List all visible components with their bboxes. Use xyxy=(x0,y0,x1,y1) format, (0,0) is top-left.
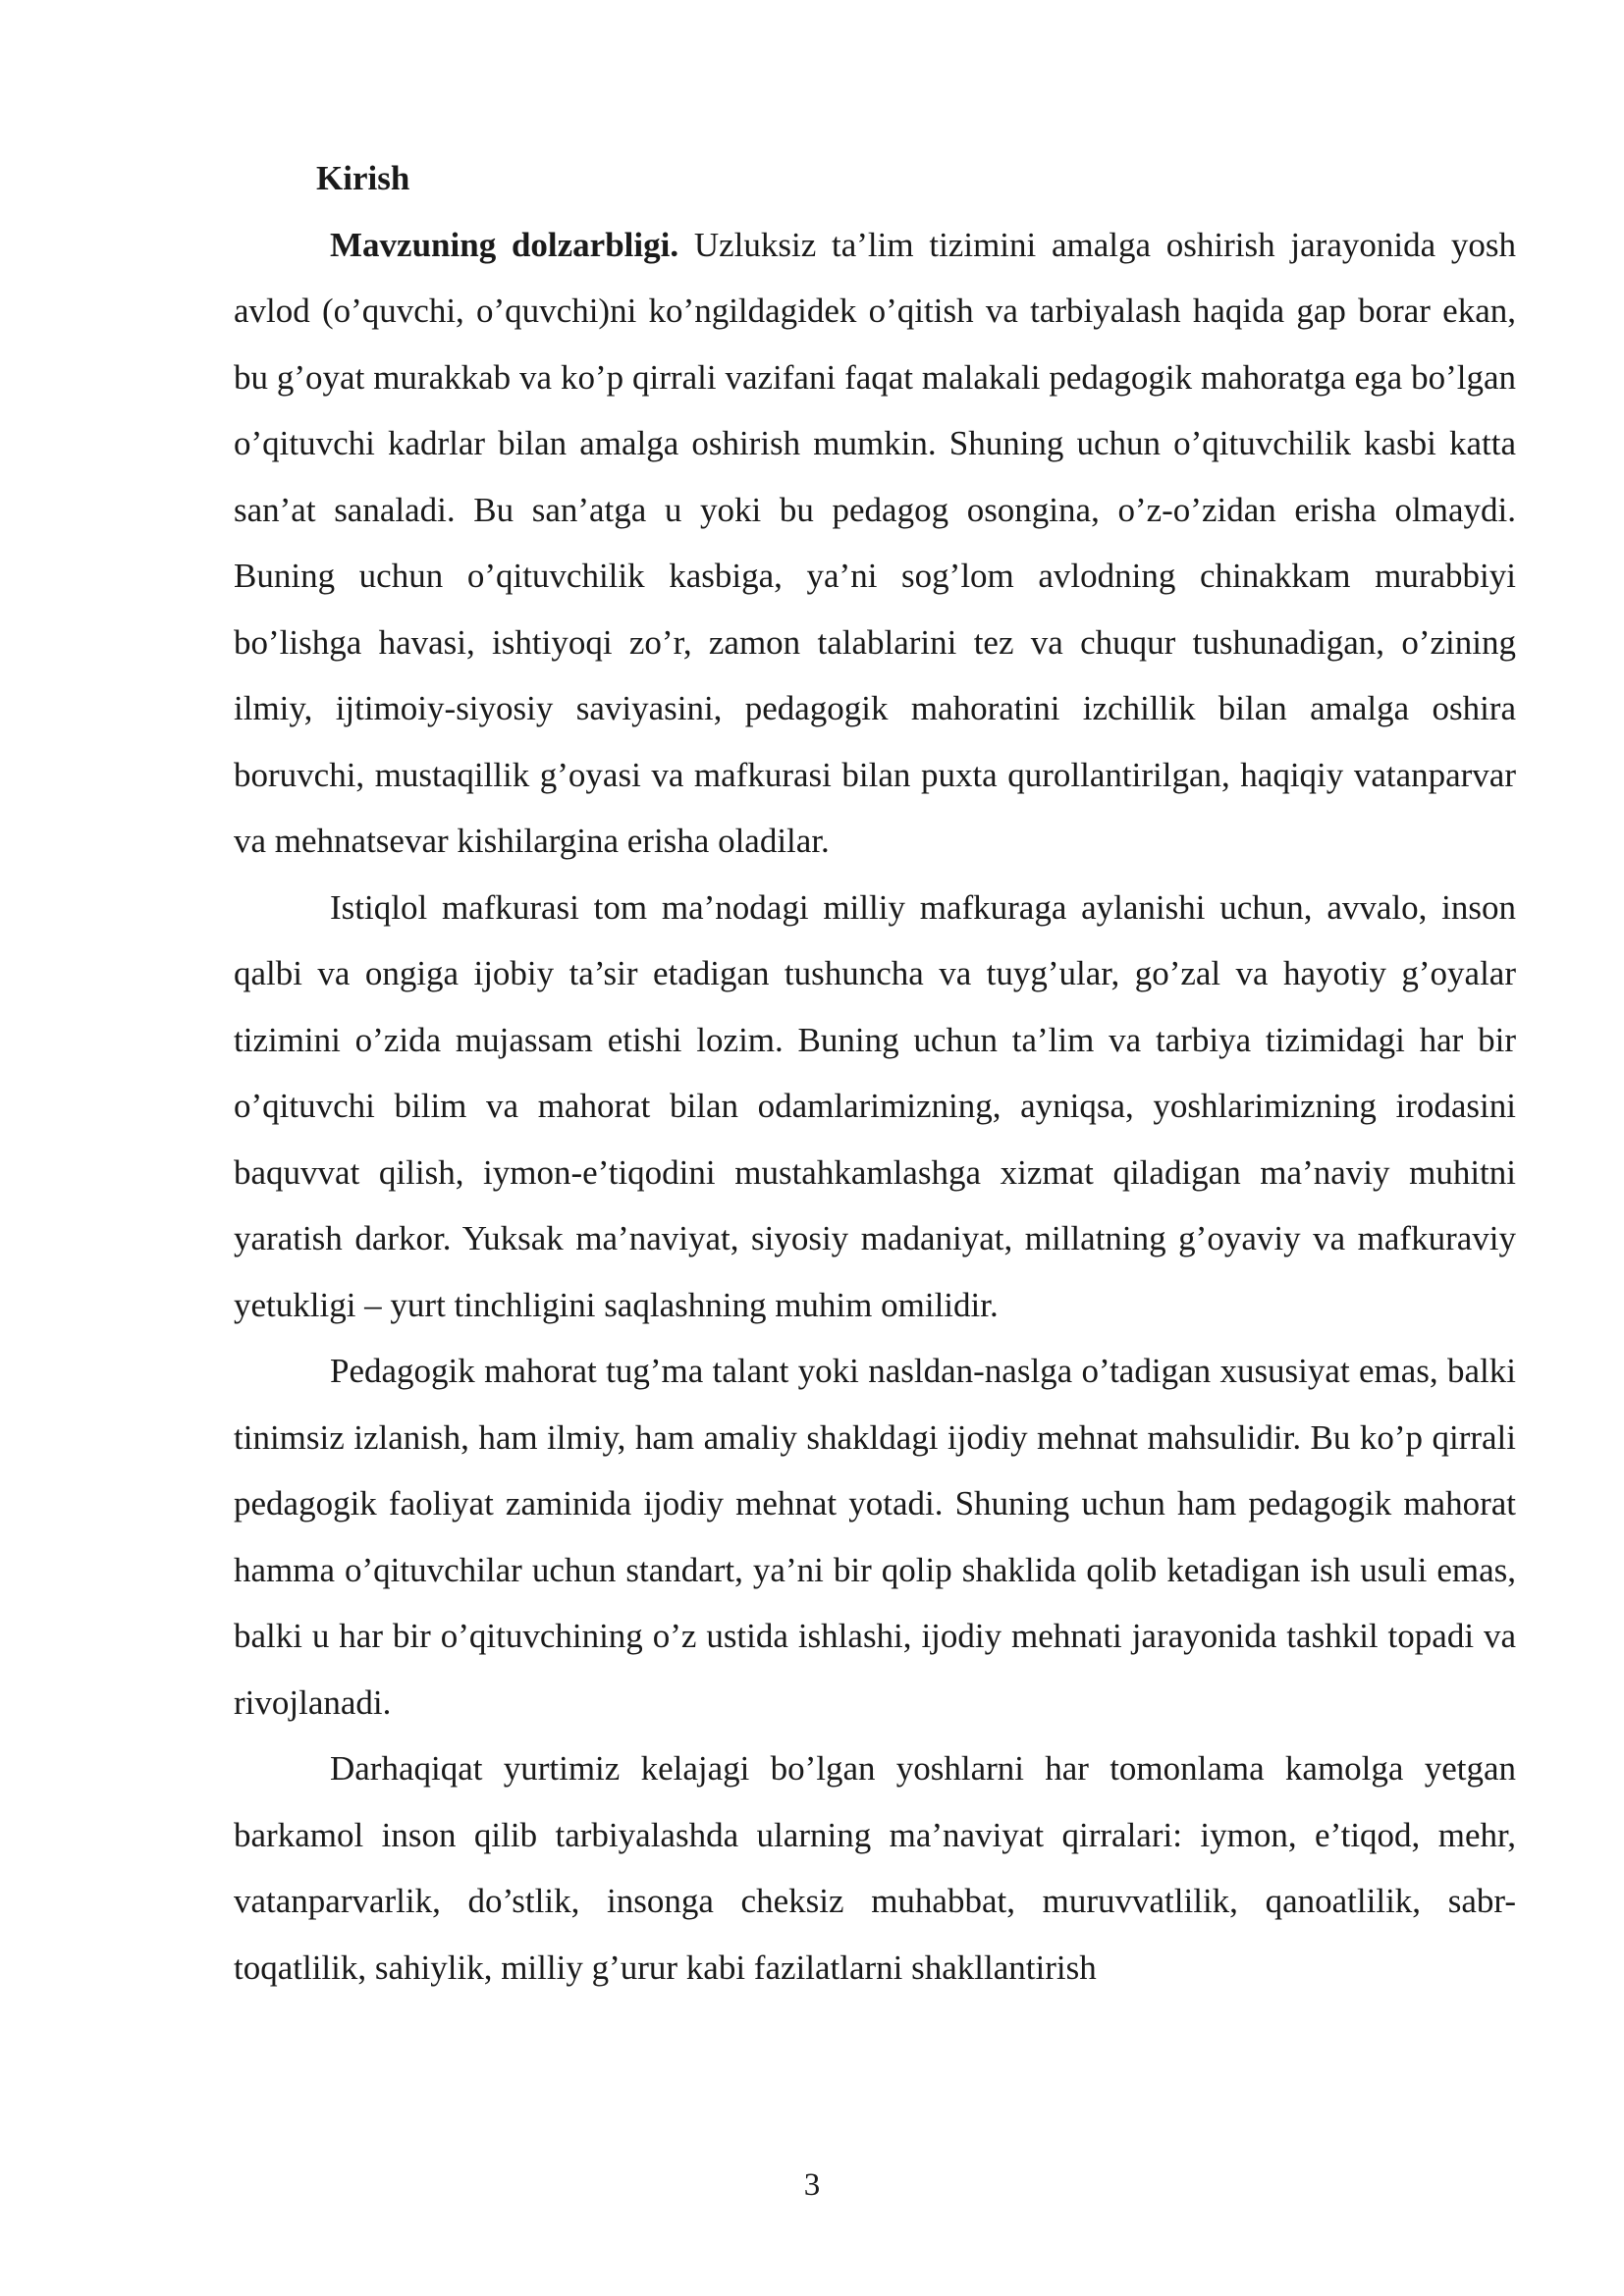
paragraph-4: Darhaqiqat yurtimiz kelajagi bo’lgan yoshlarni har tomonlama kamolga yetgan barkamol inson qilib tarbiyalashda ularning ma’naviyat qirralari: iymon, e’tiqod, mehr, vatanparvarlik, do’stlik, insonga cheksiz muhabbat, muruvvatlilik, qanoatlilik, sabr-toqatlilik, sahiylik, milliy g’urur kabi fazilatlarni shakllantirish xyxy=(234,1749,1516,1987)
section-heading: Kirish xyxy=(316,159,410,197)
paragraph-3: Pedagogik mahorat tug’ma talant yoki nasldan-naslga o’tadigan xususiyat emas, balki tinimsiz izlanish, ham ilmiy, ham amaliy shakldagi ijodiy mehnat mahsulidir. Bu ko’p qirrali pedagogik faoliyat zaminida ijodiy mehnat yotadi. Shuning uchun ham pedagogik mahorat hamma o’qituvchilar uchun standart, ya’ni bir qolip shaklida qolib ketadigan ish usuli emas, balki u har bir o’qituvchining o’z ustida ishlashi, ijodiy mehnati jarayonida tashkil topadi va rivojlanadi. xyxy=(234,1352,1516,1722)
paragraph-1-text: Uzluksiz ta’lim tizimini amalga oshirish jarayonida yosh avlod (o’quvchi, o’quvchi)ni ko’ngildagidek o’qitish va tarbiyalash haqida gap borar ekan, bu g’oyat murakkab va ko’p qirrali vazifani faqat malakali pedagogik mahoratga ega bo’lgan o’qituvchi kadrlar bilan amalga oshirish mumkin. Shuning uchun o’qituvchilik kasbi katta san’at sanaladi. Bu san’atga u yoki bu pedagog osongina, o’z-o’zidan erisha olmaydi. Buning uchun o’qituvchilik kasbiga, ya’ni sog’lom avlodning chinakkam murabbiyi bo’lishga havasi, ishtiyoqi zo’r, zamon talablarini tez va chuqur tushunadigan, o’zining ilmiy, ijtimoiy-siyosiy saviyasini, pedagogik mahoratini izchillik bilan amalga oshira boruvchi, mustaqillik g’oyasi va mafkurasi bilan puxta qurollantirilgan, haqiqiy vatanparvar va mehnatsevar kishilargina erisha oladilar. xyxy=(234,225,1516,860)
page-body xyxy=(234,145,1516,2001)
paragraph-2: Istiqlol mafkurasi tom ma’nodagi milliy mafkuraga aylanishi uchun, avvalo, inson qalbi va ongiga ijobiy ta’sir etadigan tushuncha va tuyg’ular, go’zal va hayotiy g’oyalar tizimini o’zida mujassam etishi lozim. Buning uchun ta’lim va tarbiya tizimidagi har bir o’qituvchi bilim va mahorat bilan odamlarimizning, ayniqsa, yoshlarimizning irodasini baquvvat qilish, iymon-e’tiqodini mustahkamlashga xizmat qiladigan ma’naviy muhitni yaratish darkor. Yuksak ma’naviyat, siyosiy madaniyat, millatning g’oyaviy va mafkuraviy yetukligi – yurt tinchligini saqlashning muhim omilidir. xyxy=(234,887,1516,1324)
page-number: 3 xyxy=(803,2167,821,2203)
paragraph-1 xyxy=(234,212,1516,875)
paragraph-lead: Mavzuning dolzarbligi. xyxy=(330,225,679,264)
